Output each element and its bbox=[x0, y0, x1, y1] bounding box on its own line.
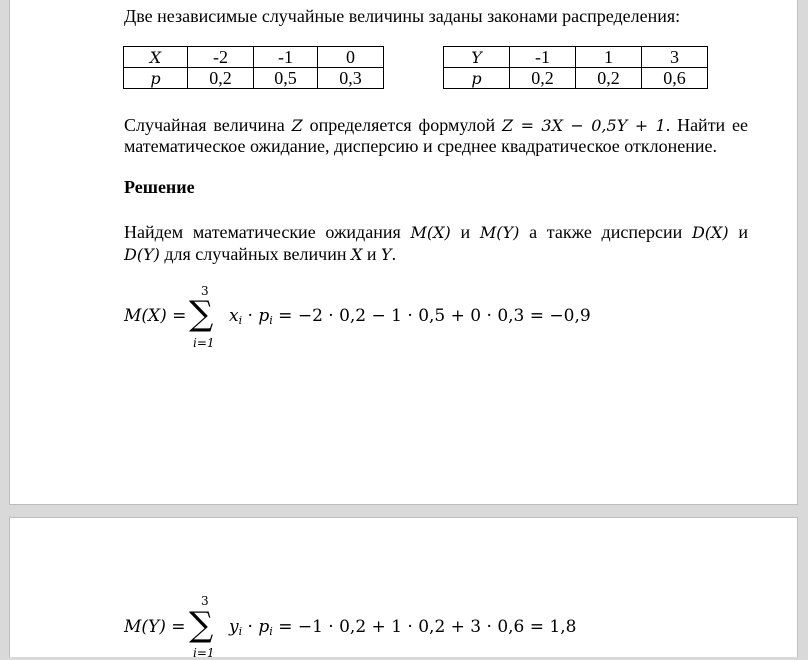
sum-upper-limit: 3 bbox=[201, 594, 209, 608]
table-cell: p bbox=[124, 68, 188, 89]
table-cell: X bbox=[124, 47, 188, 68]
solution-heading: Решение bbox=[124, 177, 195, 197]
table-cell: 0,2 bbox=[188, 68, 254, 89]
table-cell: 0,6 bbox=[642, 68, 708, 89]
formula-z: Z = 3X − 0,5Y + 1 bbox=[502, 116, 666, 135]
table-cell: Y bbox=[444, 47, 510, 68]
table-cell: 3 bbox=[642, 47, 708, 68]
table-cell: 1 bbox=[576, 47, 642, 68]
distribution-table-y bbox=[443, 46, 708, 89]
table-cell: -2 bbox=[188, 47, 254, 68]
sum-lower-limit: i=1 bbox=[193, 336, 215, 350]
intro-text: Две независимые случайные величины заданы законами распределения: bbox=[124, 6, 681, 26]
table-row bbox=[444, 47, 708, 68]
problem-line-1: Случайная величина Z определяется формулой Z = 3X − 0,5Y + 1. Найти ее bbox=[124, 115, 749, 135]
problem-line-2: математическое ожидание, дисперсию и среднее квадратическое отклонение. bbox=[124, 136, 718, 156]
solution-line-2: D(Y) для случайных величин X и Y. bbox=[124, 244, 397, 264]
table-cell: 0,5 bbox=[254, 68, 318, 89]
solution-line-1: Найдем математические ожидания M(X) и M(Y) а также дисперсии D(X) и bbox=[124, 222, 749, 242]
distribution-table-x bbox=[123, 46, 384, 89]
table-row bbox=[444, 68, 708, 89]
sigma-symbol: ∑ bbox=[189, 605, 214, 645]
table-cell: -1 bbox=[510, 47, 576, 68]
document-page-1: Две независимые случайные величины заданы законами распределения: X -2 -1 0 p 0,2 0,5 0,3 Y -1 1 3 p 0,2 0,2 0,6 Случайная величина Z определяется формулой Z = 3X − 0,5Y + 1. Найти ее математическое ожидание, дисперсию и среднее квадратическое отклонение. Решение Найдем математические ожидания M(X) и M(Y) а также дисперсии D(X) и D(Y) для случайных величин X и Y. M(X) = 3 ∑ i=1 $x_i \cdot p_i = -2 \cdot 0,2 - 1 \cdot 0,5 + 0 \cdot 0,3 = -0,9$ bbox=[9, 0, 798, 505]
sum-lower-limit: i=1 bbox=[193, 646, 215, 660]
table-cell: -1 bbox=[254, 47, 318, 68]
sum-upper-limit: 3 bbox=[201, 284, 209, 298]
table-row bbox=[124, 68, 384, 89]
table-cell: 0,2 bbox=[576, 68, 642, 89]
table-cell: 0,2 bbox=[510, 68, 576, 89]
table-cell: 0,3 bbox=[318, 68, 384, 89]
table-cell: 0 bbox=[318, 47, 384, 68]
table-row bbox=[124, 47, 384, 68]
table-cell: p bbox=[444, 68, 510, 89]
sigma-symbol: ∑ bbox=[189, 294, 214, 334]
document-page-2: M(Y) = 3 ∑ i=1 $y_i \cdot p_i = -1 \cdot 0,2 + 1 \cdot 0,2 + 3 \cdot 0,6 = 1,8$ bbox=[9, 517, 798, 657]
